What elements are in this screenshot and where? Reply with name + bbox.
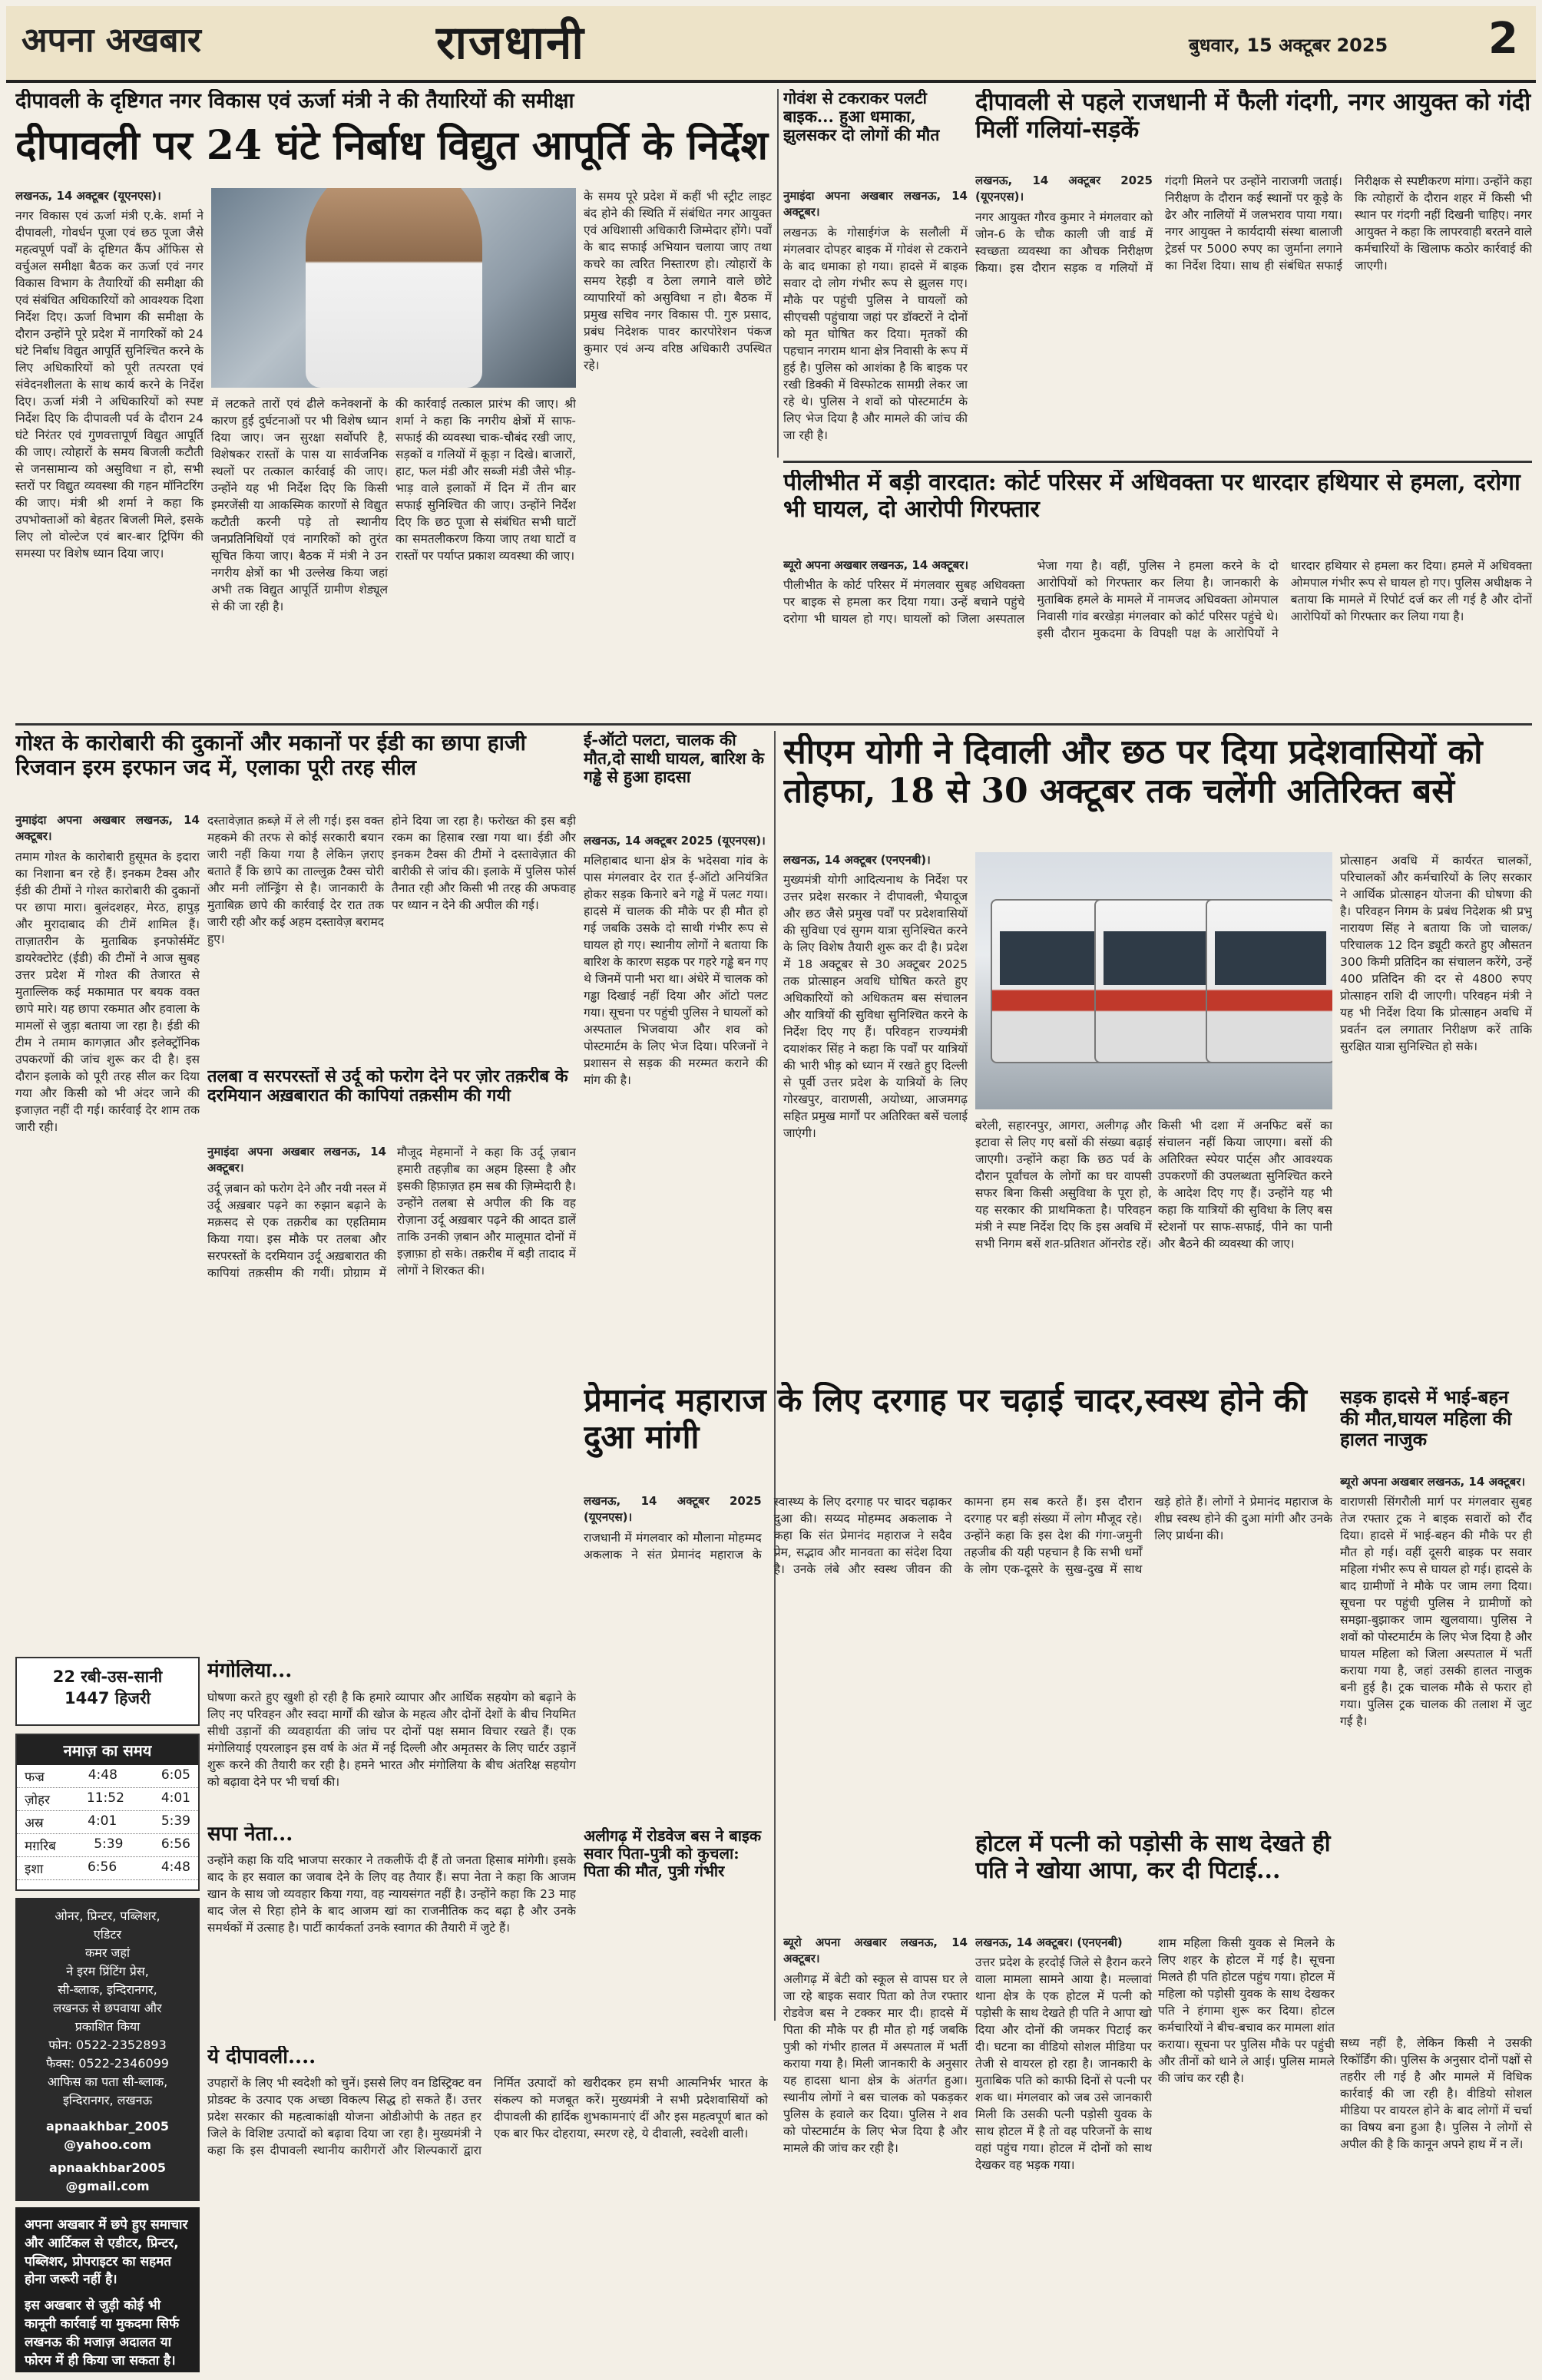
story7-headline-box bbox=[584, 731, 768, 831]
story8-column-2 bbox=[975, 1117, 1152, 1378]
namaz-end: 4:48 bbox=[160, 1859, 190, 1875]
jurisdiction-text: इस अखबार से जुड़ी कोई भी कानूनी कार्रवाई या मुकदमा सिर्फ लखनऊ की मजाज़ अदालत या फोरम में ही किया जा सकता है। bbox=[25, 2298, 180, 2368]
story11-headline: अलीगढ़ में रोडवेज बस ने बाइक सवार पिता-पुत्री को कुचला: पिता की मौत, पुत्री गंभीर bbox=[584, 1827, 762, 1880]
diwali-headline: ये दीपावली.... bbox=[207, 2046, 316, 2068]
story8-text-3: किसी भी दशा में अनफिट बसें का संचालन नहीं किया जाएगा। बसों की अतिरिक्त स्पेयर पार्ट्स और आवश्यक उपकरणों की उपलब्धता सुनिश्चित करने के आदेश दिए गए हैं। उन्होंने यह भी कहा कि यात्रियों की सुविधा के लिए बस स्टेशनों पर साफ-सफाई, पीने का पानी और बैठने की व्यवस्था की जाए। bbox=[1158, 1119, 1332, 1251]
publisher-line: ओनर, प्रिन्टर, पब्लिशर, bbox=[55, 1909, 160, 1923]
diwali-body bbox=[207, 2074, 768, 2370]
publisher-line: लखनऊ से छपवाया और bbox=[53, 2001, 162, 2015]
story4-text: पीलीभीत के कोर्ट परिसर में मंगलवार सुबह अधिवक्ता पर बाइक से हमला कर दिया गया। उन्हें बचाने पहुंचे दरोगा भी घायल हो गए। घायलों को जिला अस्पताल भेजा गया है। वहीं, पुलिस ने हमला करने के दो आरोपियों को गिरफ्तार कर लिया है। जानकारी के मुताबिक हमले के मामले में नामजद अधिवक्ता ओमपाल निवासी गांव बरखेड़ा मंगलवार को कोर्ट परिसर पहुंचे थे। इसी दौरान मुकदमा के विपक्षी पक्ष के आरोपियों ने धारदार हथियार से हमला कर दिया। हमले में अधिवक्ता ओमपाल गंभीर रूप से घायल हो गए। पुलिस अधीक्षक ने बताया कि मामले में रिपोर्ट दर्ज कर ली गई है और दोनों आरोपियों को गिरफ्तार कर लिया गया है। bbox=[783, 559, 1532, 640]
story12-text-2: शाम महिला किसी युवक से मिलने के लिए शहर के होटल में गई है। सूचना मिलते ही पति होटल पहुंच गया। होटल में महिला को पड़ोसी युवक के साथ देखकर पति ने हंगामा शुरू कर दिया। होटल कर्मचारियों ने बीच-बचाव कर मामला शांत कराया। सूचना पर पुलिस मौके पर पहुंची और तीनों को थाने ले आई। पुलिस मामले की जांच कर रही है। bbox=[1158, 1936, 1335, 2085]
bus-image bbox=[1094, 899, 1220, 1063]
story5-column-3 bbox=[392, 812, 576, 1058]
story11-headline-box bbox=[584, 1827, 768, 1927]
story8-headline-box bbox=[783, 733, 1532, 848]
story6-headline-box bbox=[207, 1067, 576, 1140]
diwali-box bbox=[207, 2046, 576, 2069]
email-gmail: apnaakhbar2005 @gmail.com bbox=[49, 2160, 166, 2193]
sapa-body bbox=[207, 1852, 576, 2040]
story1-text-1: नगर विकास एवं ऊर्जा मंत्री ए.के. शर्मा ने दीपावली, गोवर्धन पूजा एवं छठ पूजा जैसे महत्वपूर्ण पर्वों के दृष्टिगत कैंप ऑफिस से वर्चुअल समीक्षा बैठक कर ऊर्जा एवं नगर विकास विभाग के तैयारियों की समीक्षा की एवं संबंधित अधिकारियों को आवश्यक दिशा निर्देश दिए। ऊर्जा विभाग की समीक्षा के दौरान उन्होंने पूरे प्रदेश में नागरिकों को 24 घंटे निर्बाध विद्युत आपूर्ति सुनिश्चित करने के लिए अधिकारियों को पूरी तत्परता एवं संवेदनशीलता के साथ कार्य करने के निर्देश दिए। ऊर्जा मंत्री ने अधिकारियों को स्पष्ट निर्देश दिए कि दीपावली पर्व के दौरान 24 घंटे निरंतर एवं गुणवत्तापूर्ण विद्युत आपूर्ति की जाए। त्योहारों के समय बिजली कटौती से जनसामान्य को असुविधा न हो, सभी स्तरों पर विद्युत व्यवस्था की गहन मॉनिटरिंग की जाए। मंत्री श्री शर्मा ने कहा कि उपभोक्ताओं को बेहतर बिजली मिले, इसके लिए लो वोल्टेज एवं बार-बार ट्रिपिंग की समस्या पर विशेष ध्यान दिया जाए। bbox=[15, 209, 204, 561]
story12-text-3: सध्य नहीं है, लेकिन किसी ने उसकी रिकॉर्डिंग की। पुलिस के अनुसार दोनों पक्षों से तहरीर ली गई है और मामले में विधिक कार्रवाई की जा रही है। वीडियो सोशल मीडिया पर वायरल होने के बाद लोगों में चर्चा का विषय बना हुआ है। पुलिस ने लोगों से अपील की है कि कानून अपने हाथ में न लें। bbox=[1340, 2036, 1532, 2151]
story1-text-2: में लटकते तारों एवं ढीले कनेक्शनों के कारण हुई दुर्घटनाओं पर भी विशेष ध्यान दिया जाए। जन सुरक्षा सर्वोपरि है, विशेषकर रास्तों के पास या सार्वजनिक स्थलों पर तत्काल कार्रवाई की जाए। उन्होंने यह भी निर्देश दिए कि किसी इमरजेंसी या आकस्मिक कारणों से विद्युत कटौती करनी पड़े तो स्थानीय जनप्रतिनिधियों एवं नागरिकों को तुरंत सूचित किया जाए। बैठक में मंत्री ने उन नगरीय क्षेत्रों का भी उल्लेख किया जहां अभी तक विद्युत आपूर्ति ग्रामीण शेड्यूल से की जा रही है। bbox=[211, 397, 388, 613]
story12-headline-box bbox=[975, 1831, 1336, 1927]
namaz-start: 5:39 bbox=[94, 1836, 124, 1852]
mongolia-box bbox=[207, 1660, 576, 1683]
story6-dateline: नुमाइंदा अपना अखबार लखनऊ, 14 अक्टूबर। bbox=[207, 1145, 386, 1175]
story8-column-4 bbox=[1340, 852, 1532, 1382]
story6-headline: तलबा व सरपरस्तों से उर्दू को फरोग देने पर ज़ोर तक़रीब के दरमियान अख़बारात की कापियां तक़सीम की गयी bbox=[207, 1067, 568, 1106]
publisher-line: फोन: 0522-2352893 bbox=[48, 2038, 167, 2052]
story1-kicker: दीपावली के दृष्टिगत नगर विकास एवं ऊर्जा मंत्री ने की तैयारियों की समीक्षा bbox=[15, 89, 574, 113]
story5-text-2: दस्तावेज़ात क़ब्ज़े में ले ली गई। इस वक्त महकमे की तरफ से कोई सरकारी बयान जारी नहीं किया गया है लेकिन ज़राए बताते हैं कि छापे का ताल्लुक़ टैक्स चोरी और मनी लॉन्ड्रिंग से है। जानकारी के मुताबिक़ छापे की कार्रवाई देर रात तक जारी रही और कई अहम दस्तावेज़ बरामद हुए। bbox=[207, 814, 384, 946]
story5-text-3: होने दिया जा रहा है। फरोख्त की इस बड़ी रकम का हिसाब रखा गया था। ईडी और इनकम टैक्स की टीमों ने दस्तावेज़ात की बारीकी से जांच की। इलाके में पुलिस फोर्स तैनात रही और किसी भी तरह की अफवाह पर ध्यान न देने की अपील की गई। bbox=[392, 814, 576, 912]
story8-headline: सीएम योगी ने दिवाली और छठ पर दिया प्रदेशवासियों को तोहफा, 18 से 30 अक्टूबर तक चलेंगी अतिरिक्त बसें bbox=[783, 733, 1483, 811]
story4-headline: पीलीभीत में बड़ी वारदात: कोर्ट परिसर में अधिवक्ता पर धारदार हथियार से हमला, दरोगा भी घायल, दो आरोपी गिरफ्तार bbox=[783, 470, 1520, 523]
story4-headline-box bbox=[783, 470, 1532, 554]
section-title: राजधानी bbox=[436, 16, 585, 70]
story10-headline: सड़क हादसे में भाई-बहन की मौत,घायल महिला की हालत नाजुक bbox=[1340, 1387, 1512, 1451]
namaz-name: इशा bbox=[25, 1862, 44, 1877]
namaz-row bbox=[17, 1834, 198, 1857]
brand-name: अपना अखबार bbox=[22, 21, 201, 60]
publisher-line: एडिटर bbox=[93, 1927, 122, 1942]
story12-dateline: लखनऊ, 14 अक्टूबर। (एनएनबी) bbox=[975, 1935, 1123, 1949]
story2-headline-box bbox=[783, 89, 968, 185]
publisher-line: सी-ब्लाक, इन्दिरानगर, bbox=[58, 1982, 157, 1997]
publisher-line: प्रकाशित किया bbox=[74, 2019, 141, 2034]
story1-column-1 bbox=[15, 188, 204, 718]
story6-body bbox=[207, 1144, 576, 1651]
story8-text-4: प्रोत्साहन अवधि में कार्यरत चालकों, परिचालकों और कर्मचारियों के लिए सरकार ने आर्थिक प्रोत्साहन योजना की घोषणा की है। परिवहन निगम के प्रबंध निदेशक श्री प्रभु नारायण सिंह ने बताया कि जो चालक/परिचालक 12 दिन ड्यूटी करते हुए औसतन 300 किमी प्रतिदिन का संचालन करेंगे, उन्हें 400 प्रतिदिन की दर से 4800 रुपए प्रोत्साहन राशि दी जाएगी। परिवहन मंत्री ने यह भी निर्देश दिया कि प्रोत्साहन अवधि में प्रवर्तन दल लगातार निरीक्षण करें ताकि सुरक्षित यात्रा सुनिश्चित हो सके। bbox=[1340, 854, 1532, 1053]
story5-text: तमाम गोश्त के कारोबारी हुसूमत के इदारा का निशाना बन रहे हैं। इनकम टैक्स और ईडी की टीमों ने गोश्त कारोबारी की दुकानों पर छापा मारा। बुलंदशहर, मेरठ, हापुड़ और मुरादाबाद की टीमें शामिल हैं। ताज़ातरीन के मुताबिक इनफोर्समेंट डायरेक्टोरेट (ईडी) की टीमों ने आज सुबह उत्तर प्रदेश में गोश्त की तेजारत से मुताल्लिक कई मकामात पर बयक वक्त छापे मारे। यह छापा रकमात और हवाला के मामलों से जुड़ा बताया जा रहा है। ईडी की टीम ने तमाम कागज़ात और इलेक्ट्रॉनिक उपकरणों की जांच शुरू कर दी है। इस दौरान इलाके को पूरी तरह सील कर दिया गया और किसी को भी अंदर जाने की इजाज़त नहीं दी गई। कार्रवाई देर शाम तक जारी रही। bbox=[15, 849, 200, 1134]
namaz-end: 6:05 bbox=[160, 1767, 190, 1783]
publisher-line: ने इरम प्रिंटिंग प्रेस, bbox=[66, 1964, 149, 1978]
namaz-name: ज़ोहर bbox=[25, 1793, 50, 1808]
bus-image bbox=[1206, 899, 1332, 1063]
mongolia-body bbox=[207, 1689, 576, 1820]
namaz-row bbox=[17, 1811, 198, 1834]
story2-text: लखनऊ के गोसाईगंज के सलौली में मंगलवार दोपहर बाइक में गोवंश से टकराने के बाद धमाका हो गया। हादसे में बाइक सवार दो लोग गंभीर रूप से झुलस गए। मौके पर पहुंची पुलिस ने घायलों को सीएचसी पहुंचाया जहां पर डॉक्टरों ने दोनों को मृत घोषित कर दिया। मृतकों की पहचान नगराम थाना क्षेत्र निवासी के रूप में हुई है। पुलिस को आशंका है कि बाइक पर रखी डिक्की में विस्फोटक सामग्री लेकर जा रहे थे। पुलिस ने शवों को पोस्टमार्टम के लिए भेज दिया है और मामले की जांच की जा रही है। bbox=[783, 225, 968, 442]
story2-dateline: नुमाइंदा अपना अखबार लखनऊ, 14 अक्टूबर। bbox=[783, 189, 968, 220]
story1-dateline: लखनऊ, 14 अक्टूबर (यूएनएस)। bbox=[15, 189, 161, 203]
namaz-name: अस्र bbox=[25, 1816, 44, 1831]
story4-dateline: ब्यूरो अपना अखबार लखनऊ, 14 अक्टूबर। bbox=[783, 558, 969, 572]
story12-column-2 bbox=[1158, 1935, 1335, 2372]
namaz-end: 6:56 bbox=[160, 1836, 190, 1852]
story12-column-3 bbox=[1340, 2035, 1532, 2372]
mongolia-headline: मंगोलिया... bbox=[207, 1660, 293, 1682]
namaz-row bbox=[17, 1857, 198, 1880]
story2-headline: गोवंश से टकराकर पलटी बाइक... हुआ धमाका, झुलसकर दो लोगों की मौत bbox=[783, 89, 940, 145]
story10-dateline: ब्यूरो अपना अखबार लखनऊ, 14 अक्टूबर। bbox=[1340, 1475, 1526, 1489]
story5-headline: गोश्त के कारोबारी की दुकानों और मकानों पर ईडी का छापा हाजी रिजवान इरम इरफान जद में, एलाका पूरी तरह सील bbox=[15, 731, 526, 781]
namaz-timing-box bbox=[15, 1734, 200, 1891]
hijri-line-2: 1447 हिजरी bbox=[65, 1689, 151, 1707]
mongolia-text: घोषणा करते हुए खुशी हो रही है कि हमारे व्यापार और आर्थिक सहयोग को बढ़ाने के लिए नए परिवहन और स्वदा मार्गों की खोज के महत्व और दोनों देशों के बीच नियमित सीधी उड़ानों की व्यवहार्यता की जांच पर दोनों पक्ष समान विचार रखते हैं। एक मंगोलियाई एयरलाइन इस वर्ष के अंत में नई दिल्ली और अमृतसर के लिए चार्टर उड़ानें शुरू करने की तैयारी कर रही है। हमने भारत और मंगोलिया के बीच अंतरिक्ष सहयोग को बढ़ावा देने पर भी चर्चा की। bbox=[207, 1691, 576, 1789]
story9-body bbox=[584, 1493, 1332, 1823]
publisher-line: फैक्स: 0522-2346099 bbox=[45, 2056, 169, 2071]
story7-text: मलिहाबाद थाना क्षेत्र के भदेसवा गांव के पास मंगलवार देर रात ई-ऑटो अनियंत्रित होकर सड़क किनारे बने गड्ढे में पलट गया। हादसे में चालक की मौके पर ही मौत हो गई जबकि उसके दो साथी गंभीर रूप से घायल हो गए। स्थानीय लोगों ने बताया कि बारिश के कारण सड़क पर गहरे गड्ढे बन गए थे जिनमें पानी भरा था। अंधेरे में चालक को गड्ढा दिखाई नहीं दिया और ऑटो पलट गया। सूचना पर पहुंची पुलिस ने घायलों को अस्पताल भिजवाया और शव को पोस्टमार्टम के लिए भेज दिया। परिजनों ने प्रशासन से सड़क की मरम्मत कराने की मांग की है। bbox=[584, 854, 768, 1088]
story5-dateline: नुमाइंदा अपना अखबार लखनऊ, 14 अक्टूबर। bbox=[15, 813, 200, 844]
story9-headline-box bbox=[584, 1382, 1332, 1489]
story10-text: वाराणसी सिंगरौली मार्ग पर मंगलवार सुबह तेज रफ्तार ट्रक ने बाइक सवारों को रौंद दिया। हादसे में भाई-बहन की मौके पर ही मौत हो गई। वहीं दूसरी बाइक पर सवार महिला गंभीर रूप से घायल हो गई। हादसे के बाद ग्रामीणों ने मौके पर जाम लगा दिया। सूचना पर पहुंची पुलिस ने ग्रामीणों को समझा-बुझाकर जाम खुलवाया। पुलिस ने शवों को पोस्टमार्टम के लिए भेज दिया है और घायल महिला को जिला अस्पताल में भर्ती कराया गया है, जहां उसकी हालत नाजुक बनी हुई है। ट्रक चालक मौके से फरार हो गया। पुलिस ट्रक चालक की तलाश में जुट गई है। bbox=[1340, 1495, 1532, 1729]
bus-image bbox=[991, 899, 1109, 1063]
namaz-name: फज्र bbox=[25, 1770, 45, 1785]
story1-kicker-box bbox=[15, 89, 772, 124]
section-rule bbox=[783, 461, 1532, 463]
disclaimer-text: अपना अखबार में छपे हुए समाचार और आर्टिकल से एडीटर, प्रिन्टर, पब्लिशर, प्रोपराइटर का सहमत होना जरूरी नहीं है। bbox=[25, 2217, 188, 2288]
story11-text: अलीगढ़ में बेटी को स्कूल से वापस घर ले जा रहे बाइक सवार पिता को तेज रफ्तार रोडवेज बस ने टक्कर मार दी। हादसे में पिता की मौके पर ही मौत हो गई जबकि पुत्री को गंभीर हालत में अस्पताल में भर्ती कराया गया है। मिली जानकारी के अनुसार यह हादसा थाना क्षेत्र के अंतर्गत हुआ। स्थानीय लोगों ने बस चालक को पकड़कर पुलिस के हवाले कर दिया। पुलिस ने शव को पोस्टमार्टम के लिए भेज दिया है और मामले की जांच कर रही है। bbox=[783, 1972, 968, 2155]
story1-text-4: के समय पूरे प्रदेश में कहीं भी स्ट्रीट लाइट बंद होने की स्थिति में संबंधित नगर आयुक्त एवं अधिशासी अधिकारी जिम्मेदार होंगे। पर्वों के बाद सफाई अभियान चलाया जाए तथा कचरे का त्वरित निस्तारण हो। त्योहारों के समय रेहड़ी व ठेला लगाने वाले छोटे व्यापारियों को असुविधा न हो। बैठक में प्रमुख सचिव नगर विकास पी. गुरु प्रसाद, प्रबंध निदेशक पावर कारपोरेशन पंकज कुमार एवं अन्य वरिष्ठ अधिकारी उपस्थित रहे। bbox=[584, 190, 772, 372]
publisher-line: कमर जहां bbox=[85, 1945, 130, 1960]
story3-dateline: लखनऊ, 14 अक्टूबर 2025 (यूएनएस)। bbox=[975, 174, 1153, 204]
story3-body bbox=[975, 173, 1532, 457]
section-rule bbox=[15, 723, 1532, 726]
story9-text: राजधानी में मंगलवार को मौलाना मोहम्मद अकलाक ने संत प्रेमानंद महाराज के स्वास्थ्य के लिए दरगाह पर चादर चढ़ाकर दुआ की। सय्यद मोहम्मद अकलाक ने कहा कि संत प्रेमानंद महाराज ने सदैव प्रेम, सद्भाव और मानवता का संदेश दिया है। उनके लंबे और स्वस्थ जीवन की कामना हम सब करते हैं। इस दौरान दरगाह पर बड़ी संख्या में लोग मौजूद रहे। उन्होंने कहा कि इस देश की गंगा-जमुनी तहजीब की यही पहचान है कि सभी धर्मों के लोग एक-दूसरे के सुख-दुख में साथ खड़े होते हैं। लोगों ने प्रेमानंद महाराज के शीघ्र स्वस्थ होने की दुआ मांगी और उनके लिए प्रार्थना की। bbox=[584, 1495, 1332, 1576]
story8-column-3 bbox=[1158, 1117, 1332, 1378]
page-number: 2 bbox=[1488, 14, 1518, 64]
story1-column-2 bbox=[211, 395, 388, 718]
namaz-start: 6:56 bbox=[87, 1859, 117, 1875]
story12-headline: होटल में पत्नी को पड़ोसी के साथ देखते ही पति ने खोया आपा, कर दी पिटाई... bbox=[975, 1831, 1331, 1884]
story10-body bbox=[1340, 1474, 1532, 2027]
namaz-name: मग़रिब bbox=[25, 1839, 56, 1854]
story8-dateline: लखनऊ, 14 अक्टूबर (एनएनबी)। bbox=[783, 853, 931, 867]
publisher-details bbox=[25, 1907, 190, 2110]
publisher-line: इन्दिरानगर, लखनऊ bbox=[62, 2093, 153, 2107]
publisher-box bbox=[15, 1898, 200, 2201]
namaz-start: 11:52 bbox=[86, 1790, 124, 1806]
disclaimer-box bbox=[15, 2207, 200, 2372]
namaz-end: 5:39 bbox=[160, 1813, 190, 1829]
story1-column-3 bbox=[395, 395, 576, 718]
story3-text: नगर आयुक्त गौरव कुमार ने मंगलवार को जोन-6 के चौक काली जी वार्ड में स्वच्छता व्यवस्था का औचक निरीक्षण किया। इस दौरान सड़क व गलियों में गंदगी मिलने पर उन्होंने नाराजगी जताई। निरीक्षण के दौरान कई स्थानों पर कूड़े के ढेर और नालियों में जलभराव पाया गया। नगर आयुक्त ने कार्यदायी संस्था बालाजी ट्रेडर्स पर 5000 रुपए का जुर्माना लगाने का निर्देश दिया। साथ ही संबंधित सफाई निरीक्षक से स्पष्टीकरण मांगा। उन्होंने कहा कि त्योहारों के दौरान शहर में किसी भी स्थान पर गंदगी नहीं दिखनी चाहिए। नगर आयुक्त ने कहा कि लापरवाही बरतने वाले कर्मचारियों के खिलाफ कठोर कार्रवाई की जाएगी। bbox=[975, 174, 1532, 275]
namaz-end: 4:01 bbox=[160, 1790, 190, 1806]
story9-dateline: लखनऊ, 14 अक्टूबर 2025 (यूएनएस)। bbox=[584, 1494, 762, 1525]
namaz-start: 4:01 bbox=[88, 1813, 117, 1829]
story8-text: मुख्यमंत्री योगी आदित्यनाथ के निर्देश पर उत्तर प्रदेश सरकार ने दीपावली, भैयादूज और छठ जैसे प्रमुख पर्वों पर प्रदेशवासियों की सुविधा एवं सुगम यात्रा सुनिश्चित करने के लिए विशेष तैयारी शुरू कर दी है। प्रदेश में 18 अक्टूबर से 30 अक्टूबर 2025 तक प्रोत्साहन अवधि घोषित करते हुए अधिकारियों को अधिकतम बस संचालन और यात्रियों की सुविधा सुनिश्चित करने के निर्देश दिए गए हैं। परिवहन राज्यमंत्री दयाशंकर सिंह ने कहा कि पर्वों पर यात्रियों की भारी भीड़ को ध्यान में रखते हुए दिल्ली से पूर्वी उत्तर प्रदेश के यात्रियों के लिए गोरखपुर, वाराणसी, अयोध्या, आजमगढ़ सहित प्रमुख मार्गों पर अतिरिक्त बसें चलाई जाएंगी। bbox=[783, 873, 968, 1141]
story1-headline: दीपावली पर 24 घंटे निर्बाध विद्युत आपूर्ति के निर्देश bbox=[15, 123, 768, 169]
story10-headline-box bbox=[1340, 1387, 1532, 1471]
namaz-start: 4:48 bbox=[88, 1767, 117, 1783]
column-divider bbox=[777, 89, 779, 458]
story5-column-1 bbox=[15, 812, 200, 1411]
story12-column-1 bbox=[975, 1935, 1152, 2372]
story4-body bbox=[783, 557, 1532, 719]
story1-text-3: की कार्रवाई तत्काल प्रारंभ की जाए। श्री शर्मा ने कहा कि नगरीय क्षेत्रों में साफ-सफाई की व्यवस्था चाक-चौबंद रखी जाए, सड़कों व गलियों में कूड़ा न दिखे। बाजारों, हाट, फल मंडी और सब्जी मंडी जैसे भीड़-भाड़ वाले इलाकों में दिन में तीन बार सफाई सुनिश्चित की जाए। उन्होंने निर्देश दिए कि छठ पूजा से संबंधित सभी घाटों का समतलीकरण किया जाए तथा घाटों व रास्तों पर पर्याप्त प्रकाश व्यवस्था की जाए। bbox=[395, 397, 576, 563]
story1-headline-box bbox=[15, 123, 772, 184]
story8-text-2: बरेली, सहारनपुर, आगरा, अलीगढ़ और इटावा से लिए गए बसों की संख्या बढ़ाई जाएगी। उन्होंने कहा कि छठ पर्व के दौरान पूर्वांचल के लोगों का घर वापसी सफर बिना किसी असुविधा के पूरा हो, यह सरकार की प्राथमिकता है। परिवहन मंत्री ने स्पष्ट निर्देश दिए कि इस अवधि में सभी निगम बसें शत-प्रतिशत ऑनरोड रहें। bbox=[975, 1119, 1152, 1251]
story7-headline: ई-ऑटो पलटा, चालक की मौत,दो साथी घायल, बारिश के गड्ढे से हुआ हादसा bbox=[584, 731, 765, 787]
sapa-text: उन्होंने कहा कि यदि भाजपा सरकार ने तकलीफें दी हैं तो जनता हिसाब मांगेगी। इसके बाद के हर सवाल का जवाब देने के लिए वह तैयार हैं। सपा नेता ने कहा कि आजम खान के साथ जो व्यवहार किया गया, वह न्यायसंगत नहीं है। उन्होंने कहा कि 23 माह बाद जेल से रिहा होने के बाद आजम खां का राजनीतिक कद बढ़ा है और उनके समर्थकों में उत्साह है। पार्टी कार्यकर्ता उनके स्वागत की तैयारी में जुटे हैं। bbox=[207, 1853, 576, 1935]
story9-headline: प्रेमानंद महाराज के लिए दरगाह पर चढ़ाई चादर,स्वस्थ होने की दुआ मांगी bbox=[584, 1382, 1307, 1456]
story8-photo-buses bbox=[975, 852, 1332, 1109]
namaz-row bbox=[17, 1788, 198, 1811]
story11-body bbox=[783, 1935, 968, 2372]
publisher-line: आफिस का पता सी-ब्लाक, bbox=[47, 2074, 168, 2089]
story7-body bbox=[584, 833, 768, 1370]
story2-body bbox=[783, 188, 968, 457]
diwali-text: उपहारों के लिए भी स्वदेशी को चुनें। इससे लिए वन डिस्ट्रिक्ट वन प्रोडक्ट के उत्पाद एक अच्छा विकल्प सिद्ध हो सकते हैं। उत्तर प्रदेश सरकार की महत्वाकांक्षी योजना ओडीओपी के तहत हर जिले के विशिष्ट उत्पादों को बढ़ावा दिया जा रहा है। मुख्यमंत्री ने कहा कि इस दीपावली स्थानीय कारीगरों और शिल्पकारों द्वारा निर्मित उत्पादों को खरीदकर हम सभी आत्मनिर्भर भारत के संकल्प को मजबूत करें। मुख्यमंत्री ने सभी प्रदेशवासियों को दीपावली की हार्दिक शुभकामनाएं दीं और इस महत्वपूर्ण बात को एक बार फिर दोहराया, स्मरण रहे, ये दीवाली, स्वदेशी वाली। bbox=[207, 2076, 768, 2157]
hijri-date-box bbox=[15, 1657, 200, 1726]
issue-date: बुधवार, 15 अक्टूबर 2025 bbox=[1189, 35, 1388, 56]
masthead bbox=[6, 6, 1536, 83]
hijri-line-1: 22 रबी-उस-सानी bbox=[52, 1668, 163, 1686]
story1-column-4 bbox=[584, 188, 772, 718]
story5-column-2 bbox=[207, 812, 384, 1058]
story7-dateline: लखनऊ, 14 अक्टूबर 2025 (यूएनएस)। bbox=[584, 834, 766, 848]
story11-dateline: ब्यूरो अपना अखबार लखनऊ, 14 अक्टूबर। bbox=[783, 1935, 968, 1966]
story3-headline: दीपावली से पहले राजधानी में फैली गंदगी, नगर आयुक्त को गंदी मिलीं गलियां-सड़कें bbox=[975, 89, 1531, 144]
story8-column-1 bbox=[783, 852, 968, 1190]
sapa-box bbox=[207, 1823, 576, 1846]
namaz-list bbox=[17, 1765, 198, 1880]
namaz-title: नमाज़ का समय bbox=[17, 1735, 198, 1765]
namaz-row bbox=[17, 1765, 198, 1788]
story5-headline-box bbox=[15, 731, 576, 808]
minister-figure bbox=[306, 188, 482, 388]
story3-headline-box bbox=[975, 89, 1532, 166]
column-divider bbox=[774, 731, 776, 2021]
story6-text: उर्दू ज़बान को फरोग देने और नयी नस्ल में उर्दू अख़बार पढ़ने का रुझान बढ़ाने के मक़सद से एक तक़रीब का एहतिमाम किया गया। इस मौके पर तलबा और सरपरस्तों के दरमियान उर्दू अख़बारात की कापियां तक़सीम की गयीं। प्रोग्राम में मौजूद मेहमानों ने कहा कि उर्दू ज़बान हमारी तहज़ीब का अहम हिस्सा है और इसकी हिफ़ाज़त हम सब की ज़िम्मेदारी है। उन्होंने तलबा से अपील की कि वह रोज़ाना उर्दू अख़बार पढ़ने की आदत डालें ताकि उनकी ज़बान और मालूमात दोनों में इज़ाफ़ा हो सके। तक़रीब में बड़ी तादाद में लोगों ने शिरकत की। bbox=[207, 1145, 576, 1280]
sapa-headline: सपा नेता... bbox=[207, 1823, 293, 1846]
email-yahoo: apnaakhbar_2005 @yahoo.com bbox=[46, 2119, 169, 2152]
story12-text: उत्तर प्रदेश के हरदोई जिले से हैरान करने वाला मामला सामने आया है। मल्लावां थाना क्षेत्र के एक होटल में पत्नी को पड़ोसी के साथ देखते ही पति ने आपा खो दिया और दोनों की जमकर पिटाई कर दी। घटना का वीडियो सोशल मीडिया पर तेजी से वायरल हो रहा है। जानकारी के मुताबिक पति को काफी दिनों से पत्नी पर शक था। मंगलवार को जब उसे जानकारी मिली कि उसकी पत्नी पड़ोसी युवक के साथ होटल में है तो वह परिजनों के साथ वहां पहुंच गया। होटल में दोनों को साथ देखकर वह भड़क गया। bbox=[975, 1955, 1152, 2173]
story1-photo-minister bbox=[211, 188, 576, 388]
